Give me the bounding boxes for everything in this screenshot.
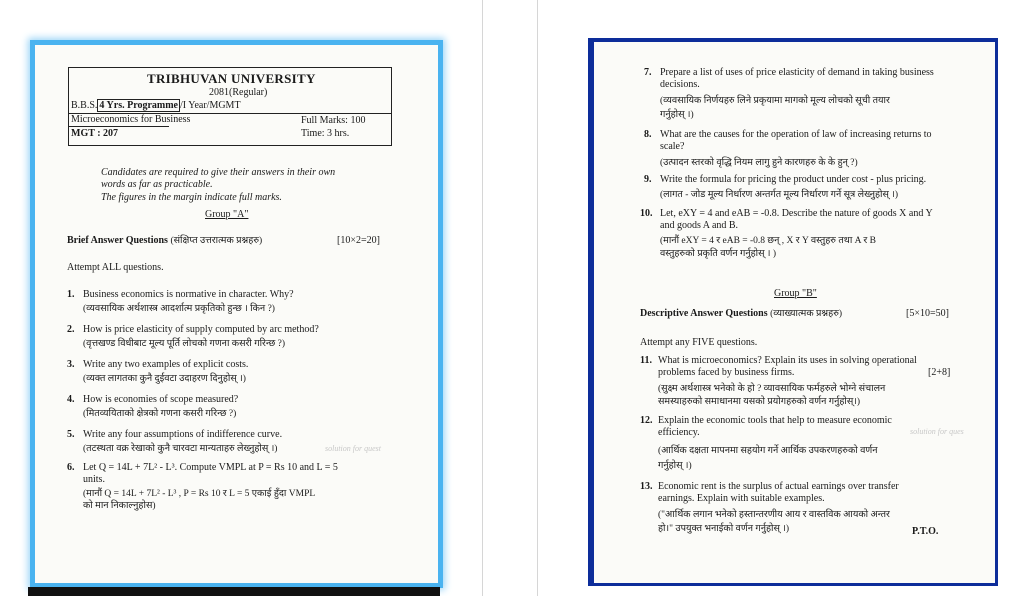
question-text-np: गर्नुहोस् ।) [660,110,694,120]
program-line [71,100,241,112]
question-text-en: efficiency. [658,427,700,438]
header-rule [69,126,169,127]
question-text-np: (मानौं eXY = 4 र eAB = -0.8 छन् , X र Y वस्तुहरु तथा A र B [660,236,876,246]
question-marks: [2+8] [928,367,951,378]
section-title-np: (संक्षिप्त उत्तरात्मक प्रश्नहरु) [170,236,263,246]
question-text-np: (लागत - जोड मूल्य निर्धारण अन्तर्गत मूल्य निर्धारण गर्ने सूत्र लेख्नुहोस् ।) [660,190,899,200]
question-text-np: (आर्थिक दक्षता मापनमा सहयोग गर्ने आर्थिक उपकरणहरुको वर्णन [658,446,878,456]
question-text-en: Explain the economic tools that help to measure economic [658,415,892,426]
exam-year: 2081(Regular) [209,87,268,98]
question-number: 4. [67,394,75,405]
exam-time: Time: 3 hrs. [301,128,350,139]
question-text-np: समस्याहरुको समाधानमा यसको प्रयोगहरुको वर्णन गर्नुहोस्।) [658,397,861,407]
question-number: 11. [640,355,652,366]
group-b-heading: Group "B" [774,288,817,299]
question-text-en: problems faced by business firms. [658,367,795,378]
section-title [67,235,262,247]
question-text-np: (व्यवसायिक अर्थशास्त्र आदर्शात्म प्रकृतिको हुन्छ । किन ?) [83,304,275,314]
watermark-text: solution for ques [910,427,964,436]
question-text-en: earnings. Explain with suitable examples. [658,493,825,504]
question-number: 12. [640,415,653,426]
question-number: 3. [67,359,75,370]
question-number: 9. [644,174,652,185]
question-text-np: वस्तुहरुको प्रकृति वर्णन गर्नुहोस् । ) [660,249,777,259]
program-box: 4 Yrs. Programme [99,100,178,111]
question-number: 13. [640,481,653,492]
divider-line [537,0,538,596]
question-number: 1. [67,289,75,300]
exam-page-right [588,38,998,586]
program-prefix: B.B.S. [71,100,98,111]
question-text-np: ("आर्थिक लगान भनेको हस्तान्तरणीय आय र वास्तविक आयको अन्तर [658,510,890,520]
section-title-en: Brief Answer Questions [67,235,168,246]
question-text-en: Economic rent is the surplus of actual earnings over transfer [658,481,899,492]
question-text-np: (व्यक्त लागतका कुनै दुईवटा उदाहरण दिनुहोस् ।) [83,374,246,384]
question-text-en: What is microeconomics? Explain its uses in solving operational [658,355,917,366]
question-text-en: Write any four assumptions of indifference curve. [83,429,283,440]
question-text-en: and goods A and B. [660,220,739,231]
section-marks: [5×10=50] [906,308,949,319]
question-text-np: गर्नुहोस् ।) [658,461,692,471]
question-text-en: How is price elasticity of supply computed by arc method? [83,324,319,335]
watermark-text: solution for quest [325,444,382,453]
question-text-np: (तटस्थता वक्र रेखाको कुनै चारवटा मान्यताहरु लेख्नुहोस् ।) [83,444,278,454]
question-text-np: हो।" उपयुक्त भनाईको वर्णन गर्नुहोस् ।) [658,524,790,534]
pto-label: P.T.O. [912,526,939,537]
question-text-en: Let Q = 14L + 7L² - L³. Compute VMPL at P = Rs 10 and L = 5 [83,462,338,473]
section-title-np: (व्याख्यात्मक प्रश्नहरु) [770,309,843,319]
instruction-line: Candidates are required to give their answers in their own [101,167,336,178]
question-text-np: (उत्पादन स्तरको वृद्धि नियम लागु हुने कारणहरु के के हुन् ?) [660,158,858,168]
question-text-en: units. [83,474,105,485]
divider-line [482,0,483,596]
question-text-en: Let, eXY = 4 and eAB = -0.8. Describe the nature of goods X and Y [660,208,933,219]
exam-header-box [68,67,392,146]
question-text-np: को मान निकाल्नुहोस) [83,501,156,511]
question-text-np: (सुक्ष्म अर्थशास्त्र भनेको के हो ? व्यावसायिक फर्महरुले भोग्ने संचालन [658,384,886,394]
question-text-np: (मानौं Q = 14L + 7L² - L³ , P = Rs 10 र L = 5 एकाई हुँदा VMPL [83,489,316,499]
section-title-en: Descriptive Answer Questions [640,308,768,319]
attempt-instruction: Attempt any FIVE questions. [640,337,758,348]
question-number: 5. [67,429,75,440]
group-a-heading: Group "A" [205,209,249,220]
section-title [640,308,842,320]
question-number: 7. [644,67,652,78]
subject-name: Microeconomics for Business [71,114,191,125]
question-number: 8. [644,129,652,140]
attempt-instruction: Attempt ALL questions. [67,262,164,273]
question-number: 2. [67,324,75,335]
section-marks: [10×2=20] [337,235,380,246]
question-text-np: (व्यवसायिक निर्णयहरु लिने प्रकृयामा मागको मूल्य लोचको सूची तयार [660,96,890,106]
question-text-np: (मितव्ययिताको क्षेत्रको गणना कसरी गरिन्छ ?) [83,409,237,419]
course-code: MGT : 207 [71,128,119,139]
question-text-en: Write the formula for pricing the product under cost - plus pricing. [660,174,927,185]
question-number: 10. [640,208,653,219]
exam-page-left [30,40,443,588]
instruction-line: The figures in the margin indicate full marks. [101,192,282,203]
bottom-bar [28,587,440,596]
question-text-en: Business economics is normative in character. Why? [83,289,294,300]
instruction-line: words as far as practicable. [101,179,213,190]
question-text-np: (वृत्तखण्ड विधीबाट मूल्य पूर्ति लोचको गणना कसरी गरिन्छ ?) [83,339,286,349]
question-text-en: decisions. [660,79,700,90]
question-text-en: What are the causes for the operation of law of increasing returns to [660,129,932,140]
question-text-en: scale? [660,141,685,152]
university-name: TRIBHUVAN UNIVERSITY [147,71,316,86]
full-marks: Full Marks: 100 [301,115,366,126]
question-number: 6. [67,462,75,473]
program-suffix: /I Year/MGMT [180,100,241,111]
question-text-en: Prepare a list of uses of price elasticity of demand in taking business [660,67,934,78]
question-text-en: Write any two examples of explicit costs. [83,359,249,370]
question-text-en: How is economies of scope measured? [83,394,239,405]
